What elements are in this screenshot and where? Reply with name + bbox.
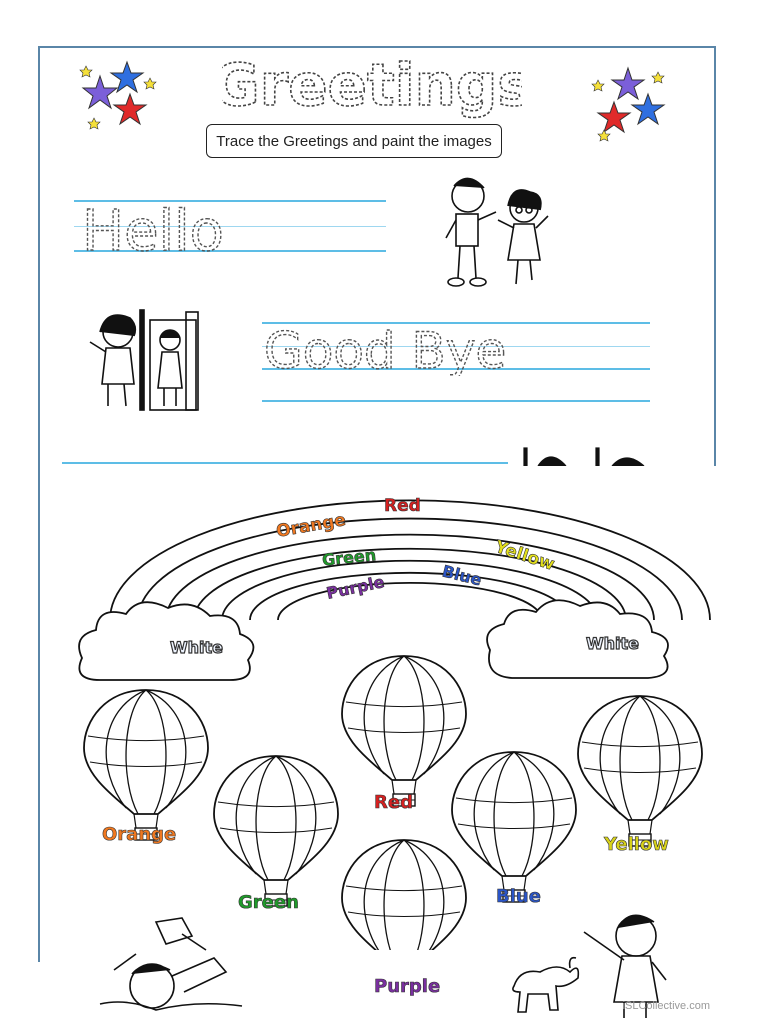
rainbow-label-red	[384, 496, 421, 516]
partial-illustration	[520, 444, 660, 466]
balloon-label-green	[238, 892, 299, 913]
trace-word-goodbye	[262, 316, 562, 376]
stars-right-icon	[586, 62, 676, 144]
watermark	[623, 1000, 710, 1012]
label-text: Red	[384, 496, 421, 516]
stars-left-icon	[72, 58, 162, 138]
svg-text:Hello: Hello	[82, 199, 224, 256]
page-title	[222, 50, 522, 120]
balloon-label-blue	[496, 886, 541, 907]
watermark-text: iSLCollective.com	[622, 1000, 710, 1012]
label-text: Yellow	[604, 834, 669, 855]
label-text: White	[586, 634, 640, 653]
guide-line	[262, 400, 650, 402]
balloon-label-red	[374, 792, 413, 813]
label-text: Yellow	[492, 537, 557, 575]
label-text: Red	[374, 792, 413, 813]
kids-greeting-illustration	[432, 166, 562, 294]
goodbye-door-illustration	[78, 306, 206, 412]
guide-line	[62, 462, 508, 464]
label-text: Orange	[102, 824, 177, 845]
label-text: White	[170, 638, 224, 657]
svg-text:Good Bye: Good Bye	[264, 322, 507, 376]
instruction-box	[206, 124, 502, 158]
trace-word-hello	[78, 196, 378, 256]
svg-text:Greetings: Greetings	[222, 51, 522, 119]
label-text: Green	[238, 892, 299, 913]
label-text: Purple	[324, 572, 387, 603]
boy-lying-illustration	[96, 914, 246, 1014]
balloon-label-yellow	[604, 834, 669, 855]
label-text: Green	[321, 545, 377, 570]
label-text: Blue	[496, 886, 541, 907]
instruction-text: Trace the Greetings and paint the images	[216, 132, 492, 150]
label-text: Orange	[274, 510, 348, 542]
balloon-label-purple	[374, 976, 440, 997]
balloon-label-orange	[102, 824, 176, 845]
label-text: Blue	[440, 561, 484, 590]
label-text: Purple	[374, 976, 441, 997]
